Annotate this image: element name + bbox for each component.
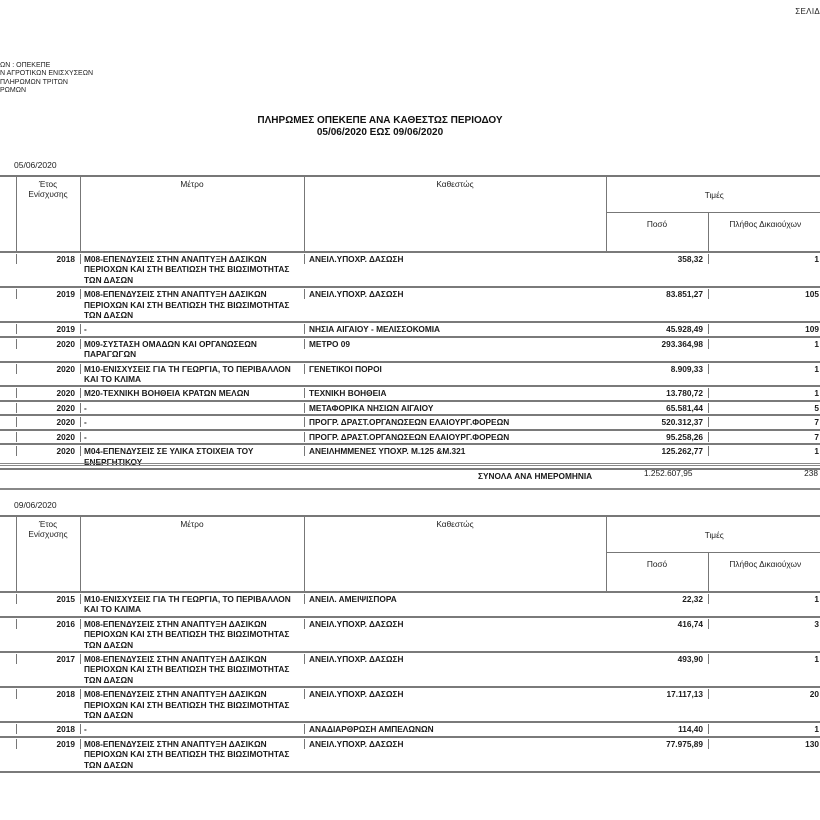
section-date: 05/06/2020 <box>14 160 57 170</box>
measure-cell: Μ08-ΕΠΕΝΔΥΣΕΙΣ ΣΤΗΝ ΑΝΑΠΤΥΞΗ ΔΑΣΙΚΩΝ ΠΕΡΙΟΧΩΝ ΚΑΙ ΣΤΗ ΒΕΛΤΙΩΣΗ ΤΗΣ ΒΙΩΣΙΜΟΤΗΤΑΣ ΤΩΝ ΔΑΣΩΝ <box>80 737 304 772</box>
table-row <box>0 252 820 287</box>
beneficiaries-cell: 130 <box>708 737 820 772</box>
table-row <box>0 287 820 322</box>
organization-header <box>0 62 93 96</box>
measure-cell: Μ08-ΕΠΕΝΔΥΣΕΙΣ ΣΤΗΝ ΑΝΑΠΤΥΞΗ ΔΑΣΙΚΩΝ ΠΕΡΙΟΧΩΝ ΚΑΙ ΣΤΗ ΒΕΛΤΙΩΣΗ ΤΗΣ ΒΙΩΣΙΜΟΤΗΤΑΣ ΤΩΝ ΔΑΣΩΝ <box>80 617 304 652</box>
table-row <box>0 687 820 722</box>
year-cell: 2015 <box>16 592 80 617</box>
scheme-cell: ΓΕΝΕΤΙΚΟΙ ΠΟΡΟΙ <box>304 362 606 387</box>
row-marker <box>0 737 16 772</box>
year-cell: 2016 <box>16 617 80 652</box>
year-cell: 2020 <box>16 415 80 429</box>
row-marker <box>0 401 16 415</box>
section-date: 09/06/2020 <box>14 500 57 510</box>
beneficiaries-cell: 1 <box>708 444 820 469</box>
scheme-cell: ΑΝΑΔΙΑΡΘΡΩΣΗ ΑΜΠΕΛΩΝΩΝ <box>304 722 606 736</box>
totals-count: 238 <box>804 468 818 478</box>
year-cell: 2018 <box>16 687 80 722</box>
column-header-amount: Ποσό <box>606 213 708 253</box>
report-title: ΠΛΗΡΩΜΕΣ ΟΠΕΚΕΠΕ ΑΝΑ ΚΑΘΕΣΤΩΣ ΠΕΡΙΟΔΟΥ <box>257 115 503 126</box>
amount-cell: 416,74 <box>606 617 708 652</box>
row-marker <box>0 687 16 722</box>
year-cell: 2017 <box>16 652 80 687</box>
table-row <box>0 337 820 362</box>
year-cell: 2020 <box>16 430 80 444</box>
row-marker <box>0 386 16 400</box>
column-header-year: Έτος Ενίσχυσης <box>16 516 80 592</box>
amount-cell: 17.117,13 <box>606 687 708 722</box>
measure-cell: - <box>80 322 304 336</box>
scheme-cell: ΠΡΟΓΡ. ΔΡΑΣΤ.ΟΡΓΑΝΩΣΕΩΝ ΕΛΑΙΟΥΡΓ.ΦΟΡΕΩΝ <box>304 430 606 444</box>
beneficiaries-cell: 7 <box>708 415 820 429</box>
org-line: Ν ΑΓΡΟΤΙΚΩΝ ΕΝΙΣΧΥΣΕΩΝ <box>0 70 93 78</box>
row-marker <box>0 430 16 444</box>
table-row <box>0 415 820 429</box>
table-row <box>0 386 820 400</box>
amount-cell: 83.851,27 <box>606 287 708 322</box>
column-header-beneficiaries: Πλήθος Δικαιούχων <box>708 213 820 253</box>
org-line: ΡΩΜΩΝ <box>0 87 27 95</box>
table-row <box>0 322 820 336</box>
amount-cell: 8.909,33 <box>606 362 708 387</box>
totals-row <box>0 463 820 490</box>
year-cell: 2020 <box>16 337 80 362</box>
scheme-cell: ΑΝΕΙΛ.ΥΠΟΧΡ. ΔΑΣΩΣΗ <box>304 652 606 687</box>
column-header-amount: Ποσό <box>606 553 708 593</box>
row-marker <box>0 592 16 617</box>
year-cell: 2018 <box>16 252 80 287</box>
column-header-values: Τιμές <box>606 516 820 553</box>
measure-cell: - <box>80 722 304 736</box>
year-cell: 2020 <box>16 401 80 415</box>
beneficiaries-cell: 1 <box>708 652 820 687</box>
row-marker <box>0 337 16 362</box>
report-title-block <box>0 115 760 139</box>
measure-cell: Μ10-ΕΝΙΣΧΥΣΕΙΣ ΓΙΑ ΤΗ ΓΕΩΡΓΙΑ, ΤΟ ΠΕΡΙΒΑΛΛΟΝ ΚΑΙ ΤΟ ΚΛΙΜΑ <box>80 592 304 617</box>
column-header-scheme: Καθεστώς <box>304 516 606 592</box>
measure-cell: Μ08-ΕΠΕΝΔΥΣΕΙΣ ΣΤΗΝ ΑΝΑΠΤΥΞΗ ΔΑΣΙΚΩΝ ΠΕΡΙΟΧΩΝ ΚΑΙ ΣΤΗ ΒΕΛΤΙΩΣΗ ΤΗΣ ΒΙΩΣΙΜΟΤΗΤΑΣ ΤΩΝ ΔΑΣΩΝ <box>80 287 304 322</box>
column-header-beneficiaries: Πλήθος Δικαιούχων <box>708 553 820 593</box>
table-row <box>0 722 820 736</box>
row-marker <box>0 322 16 336</box>
org-line: ΩΝ : ΟΠΕΚΕΠΕ <box>0 62 51 69</box>
amount-cell: 95.258,26 <box>606 430 708 444</box>
measure-cell: - <box>80 430 304 444</box>
row-marker <box>0 362 16 387</box>
measure-cell: Μ10-ΕΝΙΣΧΥΣΕΙΣ ΓΙΑ ΤΗ ΓΕΩΡΓΙΑ, ΤΟ ΠΕΡΙΒΑΛΛΟΝ ΚΑΙ ΤΟ ΚΛΙΜΑ <box>80 362 304 387</box>
amount-cell: 45.928,49 <box>606 322 708 336</box>
measure-cell: Μ09-ΣΥΣΤΑΣΗ ΟΜΑΔΩΝ ΚΑΙ ΟΡΓΑΝΩΣΕΩΝ ΠΑΡΑΓΩΓΩΝ <box>80 337 304 362</box>
beneficiaries-cell: 1 <box>708 362 820 387</box>
amount-cell: 520.312,37 <box>606 415 708 429</box>
amount-cell: 114,40 <box>606 722 708 736</box>
table-row <box>0 362 820 387</box>
beneficiaries-cell: 105 <box>708 287 820 322</box>
amount-cell: 125.262,77 <box>606 444 708 469</box>
table-row <box>0 617 820 652</box>
beneficiaries-cell: 7 <box>708 430 820 444</box>
beneficiaries-cell: 5 <box>708 401 820 415</box>
beneficiaries-cell: 1 <box>708 252 820 287</box>
row-marker-header <box>0 176 16 252</box>
totals-amount: 1.252.607,95 <box>644 468 693 478</box>
amount-cell: 77.975,89 <box>606 737 708 772</box>
table-row <box>0 652 820 687</box>
amount-cell: 293.364,98 <box>606 337 708 362</box>
measure-cell: Μ08-ΕΠΕΝΔΥΣΕΙΣ ΣΤΗΝ ΑΝΑΠΤΥΞΗ ΔΑΣΙΚΩΝ ΠΕΡΙΟΧΩΝ ΚΑΙ ΣΤΗ ΒΕΛΤΙΩΣΗ ΤΗΣ ΒΙΩΣΙΜΟΤΗΤΑΣ ΤΩΝ ΔΑΣΩΝ <box>80 252 304 287</box>
column-header-measure: Μέτρο <box>80 516 304 592</box>
table-body <box>0 592 820 772</box>
table-row <box>0 737 820 772</box>
amount-cell: 358,32 <box>606 252 708 287</box>
scheme-cell: ΑΝΕΙΛ.ΥΠΟΧΡ. ΔΑΣΩΣΗ <box>304 737 606 772</box>
row-marker <box>0 252 16 287</box>
beneficiaries-cell: 20 <box>708 687 820 722</box>
scheme-cell: ΠΡΟΓΡ. ΔΡΑΣΤ.ΟΡΓΑΝΩΣΕΩΝ ΕΛΑΙΟΥΡΓ.ΦΟΡΕΩΝ <box>304 415 606 429</box>
column-header-values: Τιμές <box>606 176 820 213</box>
beneficiaries-cell: 1 <box>708 722 820 736</box>
year-cell: 2018 <box>16 722 80 736</box>
measure-cell: Μ20-ΤΕΧΝΙΚΗ ΒΟΗΘΕΙΑ ΚΡΑΤΩΝ ΜΕΛΩΝ <box>80 386 304 400</box>
measure-cell: - <box>80 401 304 415</box>
amount-cell: 13.780,72 <box>606 386 708 400</box>
scheme-cell: ΜΕΤΑΦΟΡΙΚΑ ΝΗΣΙΩΝ ΑΙΓΑΙΟΥ <box>304 401 606 415</box>
scheme-cell: ΑΝΕΙΛ.ΥΠΟΧΡ. ΔΑΣΩΣΗ <box>304 617 606 652</box>
column-header-measure: Μέτρο <box>80 176 304 252</box>
amount-cell: 22,32 <box>606 592 708 617</box>
measure-cell: - <box>80 415 304 429</box>
scheme-cell: ΑΝΕΙΛ. ΑΜΕΙΨΙΣΠΟΡΑ <box>304 592 606 617</box>
beneficiaries-cell: 1 <box>708 592 820 617</box>
year-cell: 2020 <box>16 362 80 387</box>
year-cell: 2019 <box>16 287 80 322</box>
table-row <box>0 401 820 415</box>
amount-cell: 493,90 <box>606 652 708 687</box>
beneficiaries-cell: 109 <box>708 322 820 336</box>
column-header-scheme: Καθεστώς <box>304 176 606 252</box>
row-marker <box>0 652 16 687</box>
amount-cell: 65.581,44 <box>606 401 708 415</box>
scheme-cell: ΝΗΣΙΑ ΑΙΓΑΙΟΥ - ΜΕΛΙΣΣΟΚΟΜΙΑ <box>304 322 606 336</box>
scheme-cell: ΑΝΕΙΛ.ΥΠΟΧΡ. ΔΑΣΩΣΗ <box>304 252 606 287</box>
row-marker <box>0 287 16 322</box>
beneficiaries-cell: 3 <box>708 617 820 652</box>
page-label: ΣΕΛΙΔ <box>795 7 820 16</box>
year-cell: 2020 <box>16 444 80 469</box>
measure-cell: Μ08-ΕΠΕΝΔΥΣΕΙΣ ΣΤΗΝ ΑΝΑΠΤΥΞΗ ΔΑΣΙΚΩΝ ΠΕΡΙΟΧΩΝ ΚΑΙ ΣΤΗ ΒΕΛΤΙΩΣΗ ΤΗΣ ΒΙΩΣΙΜΟΤΗΤΑΣ ΤΩΝ ΔΑΣΩΝ <box>80 652 304 687</box>
table-body <box>0 252 820 469</box>
scheme-cell: ΑΝΕΙΛ.ΥΠΟΧΡ. ΔΑΣΩΣΗ <box>304 287 606 322</box>
table-row <box>0 430 820 444</box>
payments-table <box>0 515 820 773</box>
row-marker <box>0 617 16 652</box>
year-cell: 2019 <box>16 737 80 772</box>
scheme-cell: ΤΕΧΝΙΚΗ ΒΟΗΘΕΙΑ <box>304 386 606 400</box>
scheme-cell: ΑΝΕΙΛ.ΥΠΟΧΡ. ΔΑΣΩΣΗ <box>304 687 606 722</box>
payments-table <box>0 175 820 470</box>
totals-label: ΣΥΝΟΛΑ ΑΝΑ ΗΜΕΡΟΜΗΝΙΑ <box>478 471 593 481</box>
beneficiaries-cell: 1 <box>708 337 820 362</box>
year-cell: 2020 <box>16 386 80 400</box>
scheme-cell: ΑΝΕΙΛΗΜΜΕΝΕΣ ΥΠΟΧΡ. Μ.125 &Μ.321 <box>304 444 606 469</box>
row-marker <box>0 722 16 736</box>
row-marker-header <box>0 516 16 592</box>
scheme-cell: ΜΕΤΡΟ 09 <box>304 337 606 362</box>
measure-cell: Μ08-ΕΠΕΝΔΥΣΕΙΣ ΣΤΗΝ ΑΝΑΠΤΥΞΗ ΔΑΣΙΚΩΝ ΠΕΡΙΟΧΩΝ ΚΑΙ ΣΤΗ ΒΕΛΤΙΩΣΗ ΤΗΣ ΒΙΩΣΙΜΟΤΗΤΑΣ ΤΩΝ ΔΑΣΩΝ <box>80 687 304 722</box>
report-period: 05/06/2020 ΕΩΣ 09/06/2020 <box>316 127 444 138</box>
org-line: ΠΛΗΡΩΜΩΝ ΤΡΙΤΩΝ <box>0 78 68 86</box>
column-header-year: Έτος Ενίσχυσης <box>16 176 80 252</box>
year-cell: 2019 <box>16 322 80 336</box>
measure-cell: Μ04-ΕΠΕΝΔΥΣΕΙΣ ΣΕ ΥΛΙΚΑ ΣΤΟΙΧΕΙΑ ΤΟΥ ΕΝΕΡΓΗΤΙΚΟΥ <box>80 444 304 469</box>
table-row <box>0 592 820 617</box>
row-marker <box>0 415 16 429</box>
beneficiaries-cell: 1 <box>708 386 820 400</box>
